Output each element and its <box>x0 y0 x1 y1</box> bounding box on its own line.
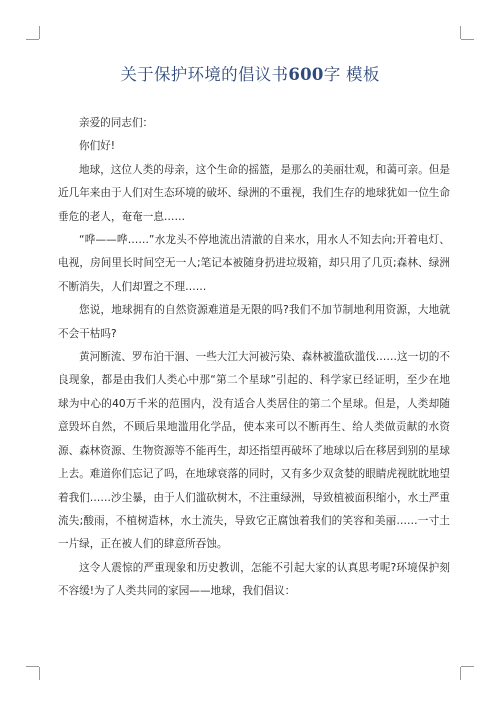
salutation: 亲爱的同志们： <box>79 117 154 129</box>
title-suffix: 字 模板 <box>323 65 380 84</box>
paragraph-proposal: 这令人震惊的严重现象和历史教训，怎能不引起大家的认真思考呢?环境保护刻不容缓!为了人类共同的家园——地球，我们倡议： <box>58 561 450 598</box>
paragraph-waste: “哗——哗……”水龙头不停地流出清澈的自来水，用水人不知去向;开着电灯、电视，房间里长时间空无一人;笔记本被随身扔进垃圾箱，却只用了几页;森林、绿洲不断消失，人们却置之不理…… <box>58 234 450 293</box>
paragraph-damage: 黄河断流、罗布泊干涸、一些大江大河被污染、森林被滥砍滥伐……这一切的不良现象，都是由我们人类心中那“第二个星球”引起的、科学家已经证明，至少在地球为中心的40万千米的范围内，没有适合人类居住的第二个星球。但是，人类却随意毁坏自然，不顾后果地滥用化学品，使本来可以不断再生、给人类做贡献的水资源、森林资源、生物资源等不能再生，却还指望再破坏了地球以后在移居到别的星球上去。难道你们忘记了吗，在地球衰落的同时，又有多少双贪婪的眼睛虎视眈眈地望着我们……沙尘暴，由于人们滥砍树木，不注重绿洲，导致植被面积缩小，水土严重流失;酸雨，不植树造林，水土流失，导致它正腐蚀着我们的笑容和美丽……一寸土一片绿，正在被人们的肆意所吞蚀。 <box>58 351 450 551</box>
crop-mark-bottom-left-v <box>39 667 40 680</box>
crop-mark-top-right-v <box>460 26 461 39</box>
crop-mark-bottom-right-v <box>460 667 461 680</box>
crop-mark-top-right-h <box>461 39 474 40</box>
paragraph-question: 您说，地球拥有的自然资源难道是无限的吗?我们不加节制地利用资源，大地就不会干枯吗? <box>58 304 450 340</box>
title-number: 600 <box>288 65 324 84</box>
greeting: 你们好! <box>79 140 116 153</box>
document-title <box>0 61 500 85</box>
crop-mark-bottom-right-h <box>461 666 474 667</box>
crop-mark-bottom-left-h <box>26 666 39 667</box>
paragraph-earth: 地球，这位人类的母亲，这个生命的摇篮，是那么的美丽壮观，和蔼可亲。但是近几年来由于人们对生态环境的破坏、绿洲的不重视，我们生存的地球犹如一位生命垂危的老人，奄奄一息…… <box>58 163 450 223</box>
crop-mark-top-left-h <box>26 39 39 40</box>
document-body <box>58 112 450 604</box>
crop-mark-top-left-v <box>39 26 40 39</box>
title-prefix: 关于保护环境的倡议书 <box>120 65 289 84</box>
